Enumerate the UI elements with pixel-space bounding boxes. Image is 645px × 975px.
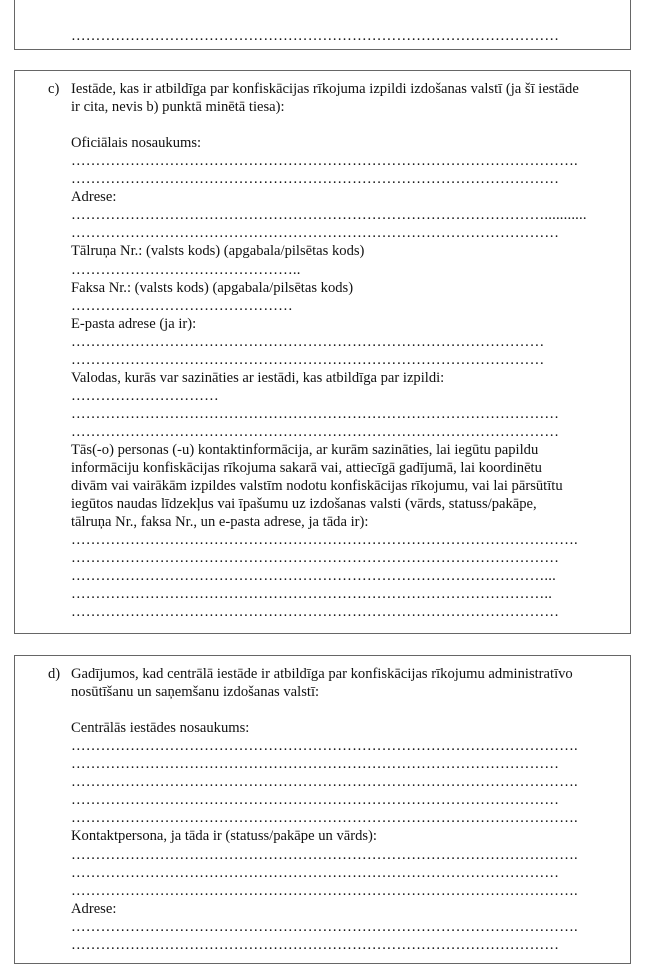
field-label: E-pasta adrese (ja ir): xyxy=(71,315,197,332)
fill-in-line[interactable]: ……………………………………………………………………………………........... xyxy=(71,207,587,224)
fill-in-line[interactable]: ……………………………………………………………………………………… xyxy=(71,604,560,621)
fill-in-line[interactable]: …………………………………………………………………………………… xyxy=(71,333,545,350)
field-label: Tālruņa Nr.: (valsts kods) (apgabala/pilsētas kods) xyxy=(71,243,365,260)
fill-in-line[interactable]: ……………………………………………………………………………………… xyxy=(71,405,560,422)
fill-in-line[interactable]: ……………………………………………………………………………………… xyxy=(71,756,560,773)
form-section-prev xyxy=(14,0,631,50)
field-label: Adrese: xyxy=(71,189,117,206)
fill-in-line[interactable]: ……………………………………………………………………………………… xyxy=(71,864,560,881)
section-marker: c) xyxy=(48,81,60,97)
field-label: Centrālās iestādes nosaukums: xyxy=(71,720,250,737)
field-label: Gadījumos, kad centrālā iestāde ir atbildīga par konfiskācijas rīkojumu administratīvo xyxy=(71,666,573,682)
fill-in-line[interactable]: …………………………………………………………………………………………. xyxy=(71,846,578,863)
field-label: informāciju konfiskācijas rīkojuma sakarā vai, attiecīgā gadījumā, lai koordinētu xyxy=(71,460,542,477)
field-label: Adrese: xyxy=(71,900,117,917)
form-section-d xyxy=(14,655,631,964)
fill-in-line[interactable]: …………………………………………………………………………………………. xyxy=(71,532,578,549)
fill-in-line[interactable]: ……………………………………………………………………………………… xyxy=(71,28,560,44)
fill-in-line[interactable]: …………………………………………………………………………………… xyxy=(71,351,545,368)
fill-in-line[interactable]: ……………………………………….. xyxy=(71,261,301,278)
fill-in-line[interactable]: ……………………………………………………………………………………… xyxy=(71,550,560,567)
fill-in-line[interactable]: …………………………………………………………………………………………. xyxy=(71,153,578,170)
field-label: Tās(-o) personas (-u) kontaktinformācija, ar kurām sazināties, lai iegūtu papildu xyxy=(71,442,539,458)
blank-line xyxy=(71,116,616,134)
fill-in-line[interactable]: ……………………………………………………………………………………… xyxy=(71,225,560,242)
fill-in-line[interactable]: …………………………………………………………………………………………. xyxy=(71,774,578,791)
blank-line xyxy=(71,701,616,719)
field-label: tālruņa Nr., faksa Nr., un e-pasta adrese, ja tāda ir): xyxy=(71,514,369,531)
field-label: ir cita, nevis b) punktā minētā tiesa): xyxy=(71,99,285,116)
fill-in-line[interactable]: ……………………………………………………………………………………... xyxy=(71,568,556,585)
fill-in-line[interactable]: …………………………………………………………………………………….. xyxy=(71,586,553,603)
field-label: divām vai vairākām izpildes valstīm nodotu konfiskācijas rīkojumu, vai lai pārsūtītu xyxy=(71,478,563,495)
fill-in-line[interactable]: ……………………………………………………………………………………… xyxy=(71,423,560,440)
fill-in-line[interactable]: ………………………… xyxy=(71,387,219,404)
fill-in-line[interactable]: …………………………………………………………………………………………. xyxy=(71,810,578,827)
fill-in-line[interactable]: ……………………………………………………………………………………… xyxy=(71,171,560,188)
fill-in-line[interactable]: ……………………………………………………………………………………… xyxy=(71,936,560,953)
field-label: iegūtos naudas līdzekļus vai īpašumu uz izdošanas valsti (vārds, statuss/pakāpe, xyxy=(71,496,537,513)
field-label: Iestāde, kas ir atbildīga par konfiskācijas rīkojuma izpildi izdošanas valstī (ja šī iestāde xyxy=(71,81,579,97)
field-label: Kontaktpersona, ja tāda ir (statuss/pakāpe un vārds): xyxy=(71,828,377,845)
field-label: Faksa Nr.: (valsts kods) (apgabala/pilsētas kods) xyxy=(71,279,354,296)
fill-in-line[interactable]: ……………………………………… xyxy=(71,297,293,314)
fill-in-line[interactable]: …………………………………………………………………………………………. xyxy=(71,918,578,935)
field-label: Valodas, kurās var sazināties ar iestādi, kas atbildīga par izpildi: xyxy=(71,369,445,386)
fill-in-line[interactable]: …………………………………………………………………………………………. xyxy=(71,738,578,755)
field-label: nosūtīšanu un saņemšanu izdošanas valstī: xyxy=(71,684,320,701)
fill-in-line[interactable]: …………………………………………………………………………………………. xyxy=(71,882,578,899)
fill-in-line[interactable]: ……………………………………………………………………………………… xyxy=(71,792,560,809)
form-section-c xyxy=(14,70,631,634)
field-label: Oficiālais nosaukums: xyxy=(71,135,202,152)
section-marker: d) xyxy=(48,666,61,682)
